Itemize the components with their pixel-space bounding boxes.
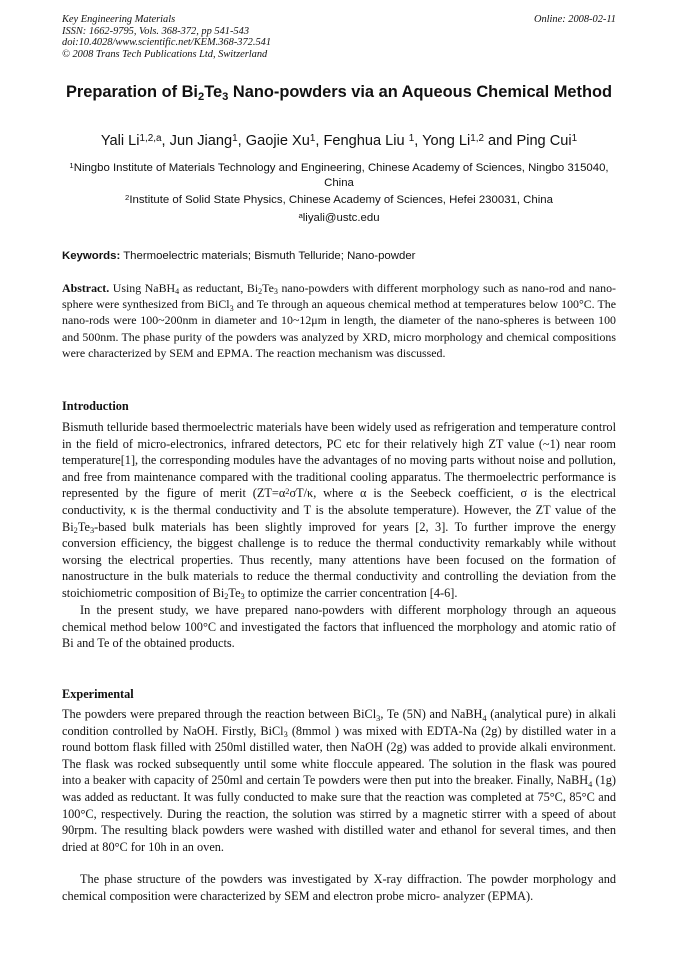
online-date: Online: 2008-02-11 [533, 14, 616, 25]
author-list: Yali Li$^{1,2,a}$, Jun Jiang$^1$, Gaojie Xu$^1$, Fenghua Liu $^1$, Yong Li$^{1,2}$ and Ping Cui$^1$ [100, 132, 578, 149]
abstract-label: Abstract. [62, 281, 110, 295]
paper-title: Preparation of $Bi_2Te_3$ Nano-powders via an Aqueous Chemical Method [65, 83, 613, 104]
experimental-paragraph-1: The powders were prepared through the reaction between BiCl$_3$, Te (5N) and NaBH$_4$ (analytical pure) in alkali condition controlled by NaOH. Firstly, BiCl$_3$ (8mmol ) was mixed with EDTA-Na (2g) by distilled water in a round bottom flask filled with 250ml distilled water, then NaOH (2g) was added to provide alkali environment. The flask was rocked subsequently until some white floccule appeared. The solution in the flask was poured into a beaker with capacity of 250ml and certain Te powders were then put into the breaker. Finally, NaBH$_4$ (1g) was added as reductant. It was fully conducted to make sure that the reaction was completed at 75°C, 85°C and 100°C, respectively. During the reaction, the solution was stirred by a magnetic stirrer with a speed of about 90rpm. The resulting black powders were washed with distilled water and ethanol for several times, and then dried at 80°C for 10h in an oven. [62, 707, 617, 854]
experimental-paragraph-2: The phase structure of the powders was investigated by X-ray diffraction. The powder morphology and chemical composition were characterized by SEM and electron probe micro- analyzer (EPMA). [62, 872, 616, 903]
author-name: Yong Li [422, 133, 471, 149]
introduction-paragraph-1: Bismuth telluride based thermoelectric materials have been widely used as refrigeration and temperature control in the field of micro-electronics, infrared detectors, PC etc for their relatively high ZT value (~1) near room temperature[1], the corresponding modules have the advantages of no moving parts without noise and pollution, and free from maintenance compared with the traditional cooling apparatus. The thermoelectric performance is represented by the figure of merit ($ZT=\alpha^2\sigma T/\kappa$, where α is the Seebeck coefficient, σ is the electrical conductivity, κ is the thermal conductivity and T is the absolute temperature). However, the ZT value of the $Bi_2Te_3$-based bulk materials has been slightly improved for years [2, 3]. To further improve the energy conversion efficiency, the biggest challenge is to reduce the thermal conductivity remarkably while without worsing the electrical properties. Thus recently, many attentions have been focused on the formation of nanostructure in the bulk materials to reduce the thermal conductivity and controlling the deviation from the stoichiometric composition of $Bi_2Te_3$ to optimize the carrier concentration [4-6]. [62, 420, 616, 602]
copyright-line: © 2008 Trans Tech Publications Ltd, Switzerland [62, 48, 268, 60]
section-heading-experimental: Experimental [62, 687, 134, 701]
issn-line: ISSN: 1662-9795, Vols. 368-372, pp 541-543 [62, 25, 250, 37]
journal-name: Key Engineering Materials [62, 14, 176, 25]
keywords-text: Thermoelectric materials; Bismuth Telluride; Nano-powder [120, 250, 416, 262]
section-heading-introduction: Introduction [62, 399, 129, 413]
keywords-label: Keywords: [62, 250, 121, 262]
affiliation-2: $^2$Institute of Solid State Physics, Chinese Academy of Sciences, Hefei 230031, China [125, 192, 553, 206]
author-name: Ping Cui [516, 133, 572, 149]
author-name: Fenghua Liu [323, 133, 409, 149]
keywords-line [62, 249, 616, 264]
introduction-paragraph-2: In the present study, we have prepared nano-powders with different morphology through an aqueous chemical method below 100°C and investigated the factors that influenced the morphology and atomic ratio of Bi and Te of the obtained products. [62, 603, 616, 651]
author-name: Yali Li [100, 133, 140, 149]
author-name: Jun Jiang [169, 133, 233, 149]
affiliation-1: $^1$Ningbo Institute of Materials Technology and Engineering, Chinese Academy of Sciences, Ningbo 315040, China [69, 160, 609, 189]
abstract-paragraph: Abstract. Using NaBH$_4$ as reductant, $Bi_2Te_3$ nano-powders with different morphology such as nano-rod and nano-sphere were synthesized from BiCl$_3$ and Te through an aqueous chemical method at temperatures below 100°C. The nano-rods were 100~200nm in diameter and 10~12μm in length, the diameter of the nano-spheres is between 100 and 500nm. The phase purity of the powders was analyzed by XRD, micro morphology and chemical compositions were characterized by SEM and EPMA. The reaction mechanism was discussed. [62, 281, 616, 360]
author-email: $^a$liyali@ustc.edu [298, 210, 380, 224]
journal-header [62, 14, 616, 60]
author-name: Gaojie Xu [245, 133, 310, 149]
doi-line: doi:10.4028/www.scientific.net/KEM.368-372.541 [62, 37, 272, 49]
